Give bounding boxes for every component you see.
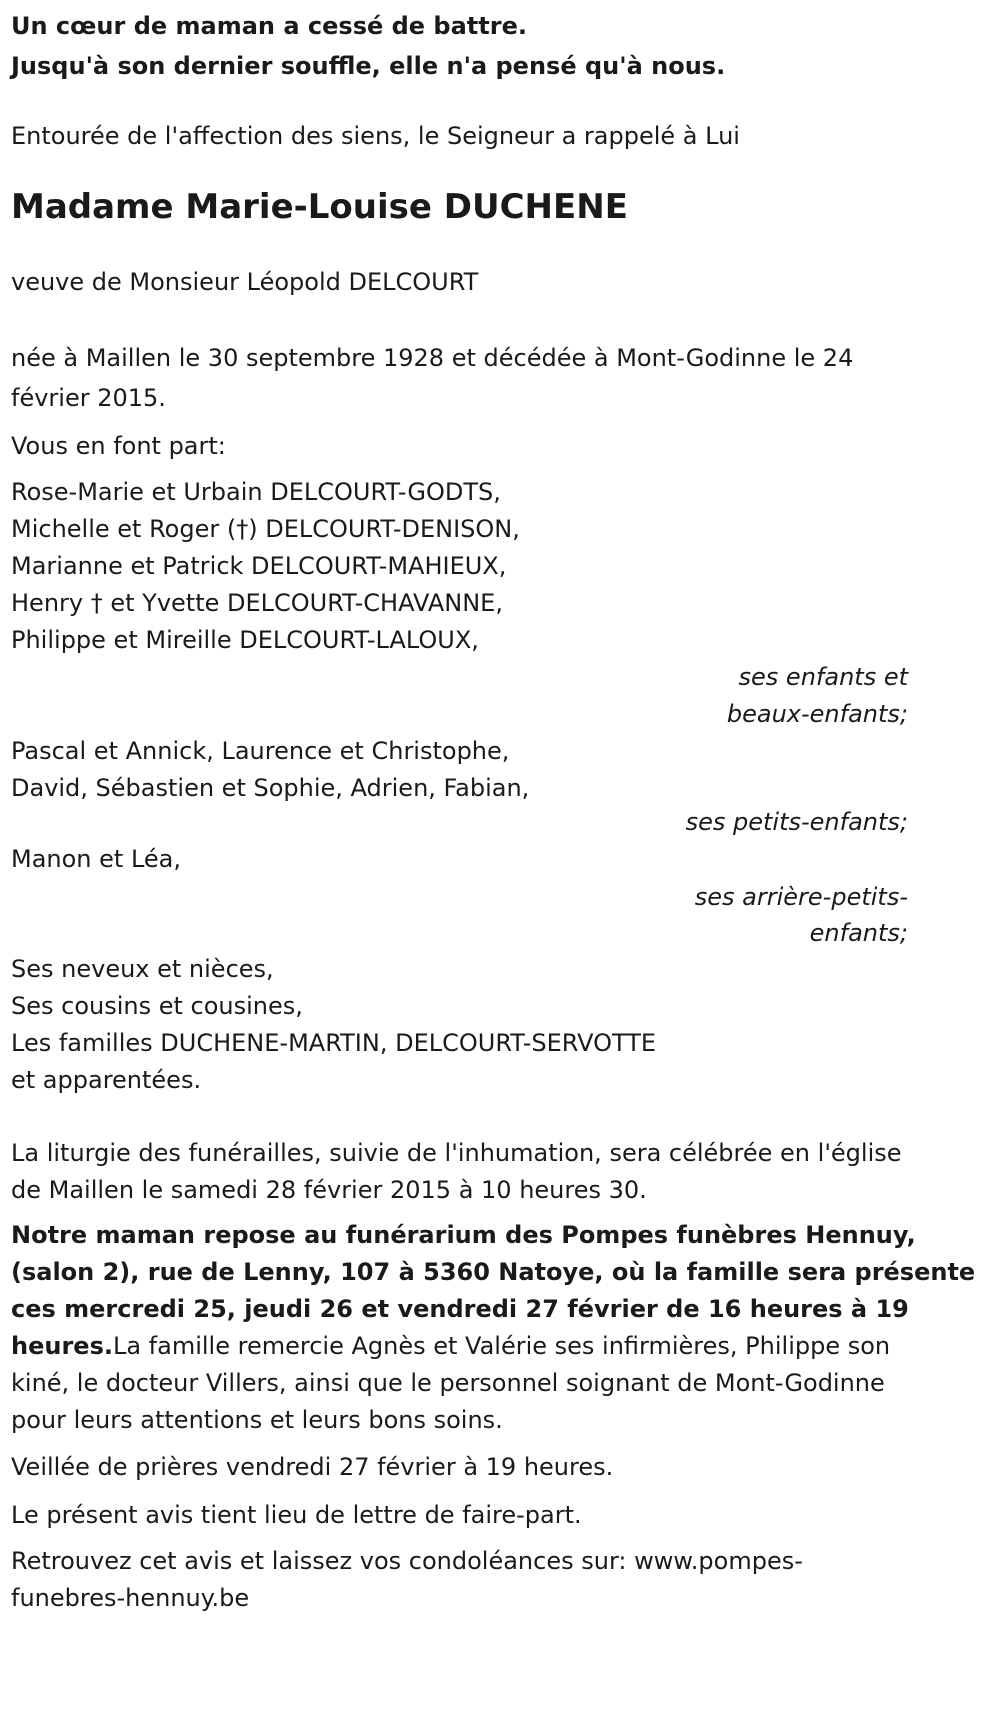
grandchildren-label: ses petits-enfants;: [685, 808, 908, 836]
children-label: ses enfants et: [738, 663, 908, 691]
relatives-list: [11, 951, 911, 1099]
vigil-text: Veillée de prières vendredi 27 février à 19 heures.: [11, 1453, 614, 1481]
child-entry: Marianne et Patrick DELCOURT-MAHIEUX,: [11, 552, 507, 580]
great-grandchildren-label: ses arrière-petits-: [694, 883, 908, 911]
liturgy-block: [11, 1135, 911, 1209]
liturgy-line-2: de Maillen le samedi 28 février 2015 à 10 heures 30.: [11, 1176, 647, 1204]
rest-line-4-text: La famille remercie Agnès et Valérie ses infirmières, Philippe son: [112, 1332, 891, 1360]
great-grandchildren-entry: Manon et Léa,: [11, 845, 182, 873]
online-block: [11, 1543, 911, 1617]
relatives-entry: Ses cousins et cousines,: [11, 992, 303, 1020]
great-grandchildren-label: enfants;: [809, 919, 908, 947]
rest-line-4-bold: heures.: [11, 1332, 113, 1360]
rest-line-6: pour leurs attentions et leurs bons soins.: [11, 1406, 503, 1434]
dates-line-2: février 2015.: [11, 384, 166, 412]
deceased-name: Madame Marie-Louise DUCHENE: [11, 187, 628, 227]
rest-line-1: Notre maman repose au funérarium des Pompes funèbres Hennuy,: [11, 1221, 916, 1249]
intro-text: Entourée de l'affection des siens, le Seigneur a rappelé à Lui: [11, 122, 740, 150]
online-link: funebres-hennuy.be: [11, 1584, 250, 1612]
child-entry: Michelle et Roger (†) DELCOURT-DENISON,: [11, 515, 520, 543]
dates-line-1: née à Maillen le 30 septembre 1928 et décédée à Mont-Godinne le 24: [11, 344, 854, 372]
grandchildren-list: [11, 733, 911, 807]
online-line-1: Retrouvez cet avis et laissez vos condoléances sur: www.pompes-: [11, 1547, 803, 1575]
spouse-text: veuve de Monsieur Léopold DELCOURT: [11, 268, 479, 296]
announce-text: Vous en font part:: [11, 432, 226, 460]
grandchild-entry: David, Sébastien et Sophie, Adrien, Fabian,: [11, 774, 530, 802]
rest-block: [11, 1217, 976, 1439]
relatives-entry: Les familles DUCHENE-MARTIN, DELCOURT-SERVOTTE: [11, 1029, 657, 1057]
header-line-1: Un cœur de maman a cessé de battre.: [11, 12, 527, 40]
grandchild-entry: Pascal et Annick, Laurence et Christophe,: [11, 737, 510, 765]
rest-line-2: (salon 2), rue de Lenny, 107 à 5360 Natoye, où la famille sera présente: [11, 1258, 976, 1286]
rest-line-5: kiné, le docteur Villers, ainsi que le personnel soignant de Mont-Godinne: [11, 1369, 885, 1397]
child-entry: Philippe et Mireille DELCOURT-LALOUX,: [11, 626, 479, 654]
liturgy-line-1: La liturgie des funérailles, suivie de l'inhumation, sera célébrée en l'église: [11, 1139, 902, 1167]
dates-block: [11, 338, 911, 418]
rest-line-3: ces mercredi 25, jeudi 26 et vendredi 27 février de 16 heures à 19: [11, 1295, 909, 1323]
children-label: beaux-enfants;: [726, 700, 908, 728]
notice-text: Le présent avis tient lieu de lettre de faire-part.: [11, 1501, 582, 1529]
child-entry: Rose-Marie et Urbain DELCOURT-GODTS,: [11, 478, 501, 506]
relatives-entry: Ses neveux et nièces,: [11, 955, 274, 983]
rest-line-4: [11, 1328, 911, 1365]
relatives-entry: et apparentées.: [11, 1066, 202, 1094]
children-list: [11, 474, 911, 659]
child-entry: Henry † et Yvette DELCOURT-CHAVANNE,: [11, 589, 503, 617]
header-line-2: Jusqu'à son dernier souffle, elle n'a pensé qu'à nous.: [11, 52, 726, 80]
